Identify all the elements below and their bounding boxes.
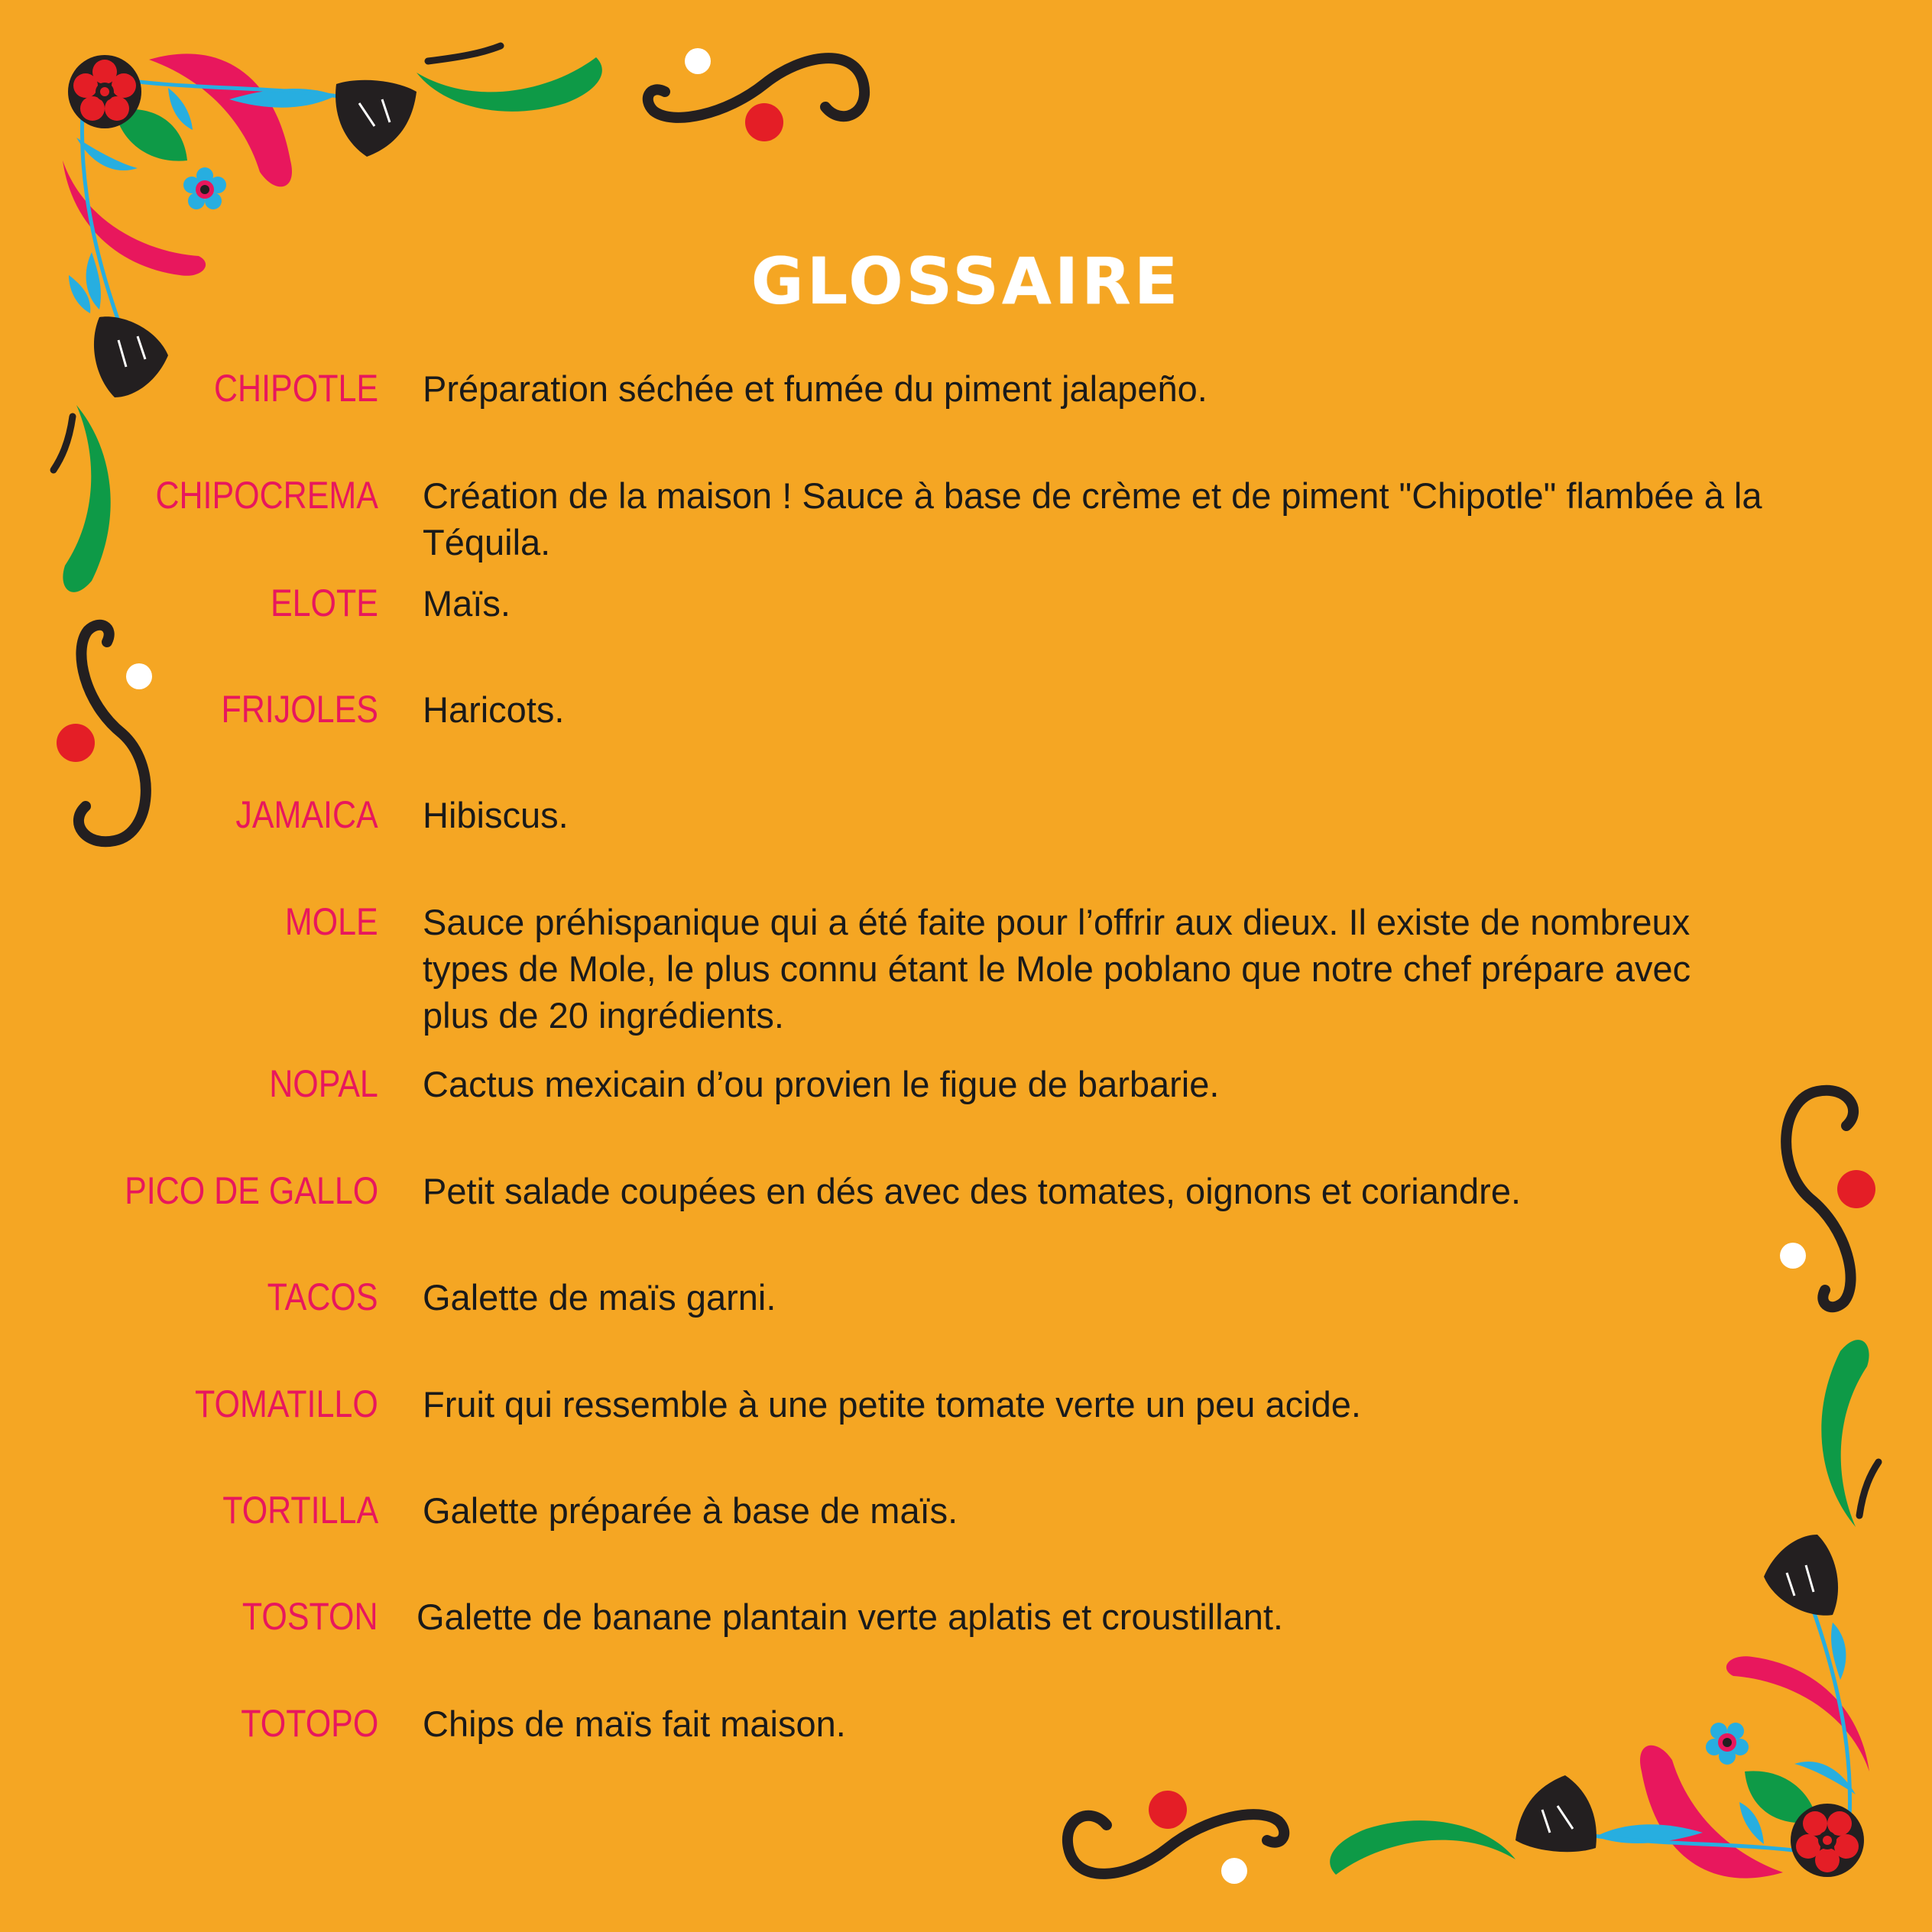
glossary-definition: Création de la maison ! Sauce à base de crème et de piment "Chipotle" flambée à la Téquila. — [423, 475, 1762, 562]
page-title: GLOSSAIRE — [750, 244, 1182, 319]
glossary-definition: Sauce préhispanique qui a été faite pour l’offrir aux dieux. Il existe de nombreux types de Mole, le plus connu étant le Mole poblano que notre chef prépare avec plus de 20 ingrédients. — [423, 902, 1691, 1036]
glossary-definition: Petit salade coupées en dés avec des tomates, oignons et coriandre. — [423, 1171, 1522, 1211]
glossary-term: NOPAL — [269, 1062, 378, 1105]
glossary-definition: Hibiscus. — [423, 795, 569, 835]
glossary-term: TORTILLA — [222, 1489, 378, 1532]
glossary-term: TOMATILLO — [195, 1383, 378, 1425]
glossary-term: JAMAICA — [235, 793, 378, 836]
glossary-definition: Galette préparée à base de maïs. — [423, 1490, 958, 1531]
glossary-term: TOTOPO — [240, 1702, 378, 1745]
glossary-definition: Haricots. — [423, 689, 565, 730]
glossary-term: FRIJOLES — [221, 688, 378, 731]
glossary-definition: Galette de maïs garni. — [423, 1277, 776, 1318]
glossary-term: TOSTON — [242, 1595, 378, 1638]
glossary-term: ELOTE — [271, 582, 378, 624]
glossary-definition: Galette de banane plantain verte aplatis et croustillant. — [417, 1596, 1283, 1637]
glossary-term: CHIPOCREMA — [155, 474, 378, 517]
glossary-definition: Préparation séchée et fumée du piment jalapeño. — [423, 368, 1208, 409]
glossary-term: CHIPOTLE — [213, 367, 378, 410]
glossary-term: PICO DE GALLO — [124, 1169, 378, 1212]
glossary-definition: Fruit qui ressemble à une petite tomate verte un peu acide. — [423, 1384, 1361, 1425]
glossary-term: MOLE — [285, 900, 378, 943]
glossary-definition: Maïs. — [423, 583, 511, 624]
glossary-term: TACOS — [267, 1276, 378, 1318]
glossary-definition: Chips de maïs fait maison. — [423, 1703, 846, 1744]
glossary-definition: Cactus mexicain d’ou provien le figue de barbarie. — [423, 1064, 1220, 1104]
